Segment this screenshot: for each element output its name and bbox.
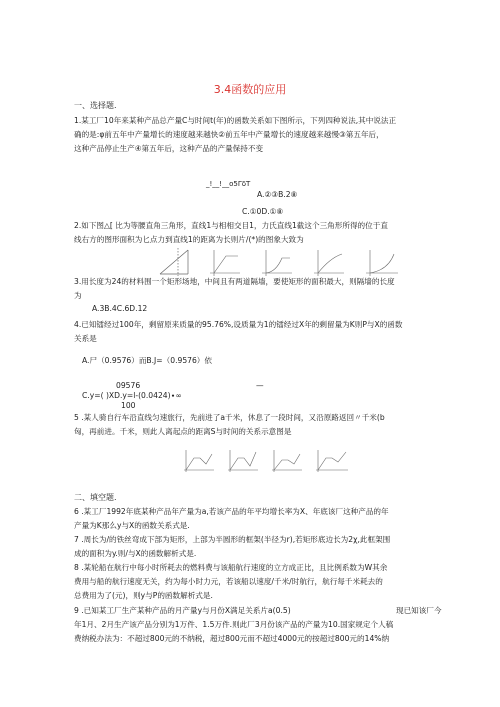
q3-text-line1: 3.用长度为24的材料围一个矩形场地，中间且有两道隔墙，要使矩形的面积最大，则隔墙的长度 xyxy=(74,277,395,286)
q4-fraction-denominator: 100 xyxy=(121,401,136,410)
q1-options-ab: A.②③B.2⑧ xyxy=(257,190,298,199)
q4-options-cd: C.y=( )XD.y=l-(0.0424)∙∞ xyxy=(82,391,182,400)
q7-text-line2: 成的面积为y.则/与X的函数解析式是. xyxy=(74,549,197,558)
q1-figure-axis-text: _!__!__o5ΓδT xyxy=(206,180,251,188)
q3-options: A.3B.4C.6D.12 xyxy=(92,304,148,313)
q2-figures xyxy=(148,248,488,278)
section-heading-fill: 二、填空题. xyxy=(74,493,117,502)
q4-text-line1: 4.已知镭经过100年，剩留原来质量的95.76%,设质量为1的镭经过X年的剩留量为K则P与X的函数 xyxy=(74,320,403,329)
q5-text-line1: 5 .某人骑自行车沿直线匀速旅行，先前进了a千米，休息了一段时间，又沿原路返回〃千米(b xyxy=(74,413,385,422)
q5-graph-option-d xyxy=(316,450,348,472)
q5-graph-option-b xyxy=(228,450,258,472)
q5-graph-option-c xyxy=(272,450,302,472)
q2-triangle-figure xyxy=(160,248,188,276)
page-title: 3.4函数的应用 xyxy=(213,83,287,96)
q8-text-line3: 总费用为了(元)，则y与P的函数解析式是. xyxy=(74,591,213,600)
q5-graph-option-a xyxy=(184,450,214,472)
q2-text-line1: 2.如下图△[ 比为等腰直角三角形，直线1与相相交目1，力氏直线1截这个三角形所得的位于直 xyxy=(74,221,388,230)
q6-text-line1: 6 .某工厂1992年底某种产品年产量为a,若该产品的年平均增长率为X、年底该厂这种产品的年 xyxy=(74,507,389,516)
q1-text-line2: 确的是:φ前五年中产量增长的速度越来越快②前五年中产量增长的速度越来越慢③第五年后， xyxy=(74,130,384,139)
q9-text-line2: 年1月、2月生产该产品分别为1万件、1.5万件.则此厂3月份该产品的产量为10.国家规定个人稿 xyxy=(74,620,394,629)
q4-text-line2: 关系是 xyxy=(74,334,97,343)
q8-text-line1: 8 .某轮船在航行中每小时所耗去的燃料费与该船航行速度的立方成正比，且比例系数为W其余 xyxy=(74,563,388,572)
q6-text-line2: 产量为K那么y与X的函数关系式是. xyxy=(74,521,190,530)
q1-text-line3: 这种产品停止生产④第五年后，这种产品的产量保持不变 xyxy=(74,144,264,153)
q4-options-ab: A.尸（0.9576）而B.J=（0.9576）依 xyxy=(82,356,212,365)
q9-text-line1-tail: 现已知该厂今 xyxy=(396,606,442,615)
q4-dash: — xyxy=(256,381,264,390)
q2-graph-option-c xyxy=(314,250,344,276)
q8-text-line2: 费用与船的航行速度无关，约为每小时力元，若该船以速度/千米/时航行，航行每千米耗去的 xyxy=(74,577,383,586)
q9-text-line1: 9 .已知某工厂生产某种产品的月产量y与月份X满足关系片a(0.5) xyxy=(74,606,291,615)
section-heading-choice: 一、选择题. xyxy=(74,101,117,110)
q5-figures xyxy=(182,448,352,474)
q9-text-line3: 费纳税办法为：不超过800元的不纳税，超过800元而不超过4000元的按超过800元的14%纳 xyxy=(74,634,390,643)
q2-graph-option-d xyxy=(366,250,398,276)
q2-graph-option-a xyxy=(210,250,240,276)
q1-options-cd: C.①0D.①⑧ xyxy=(242,207,284,216)
q7-text-line1: 7 .周长为/的铁丝弯成下部为矩形，上部为半圆形的框架(半径为r),若矩形底边长为2χ,此框架围 xyxy=(74,535,391,544)
q2-graph-option-b xyxy=(262,250,292,276)
q4-fraction-numerator: 09576 xyxy=(116,381,141,390)
q3-text-line2: 为 xyxy=(74,291,82,300)
q1-text-line1: 1.某工厂10年来某种产品总产量C与时间t(年)的函数关系如下图所示，下列四种说法,其中说法正 xyxy=(74,116,397,125)
q2-text-line2: 线右方的图形面积为匕点力到直线1的距离为长则片/(*)的图象大致为 xyxy=(74,235,304,244)
q5-text-line2: 匈，再前进。千米，则此人离起点的距离S与时间的关系示意图是 xyxy=(74,427,292,436)
